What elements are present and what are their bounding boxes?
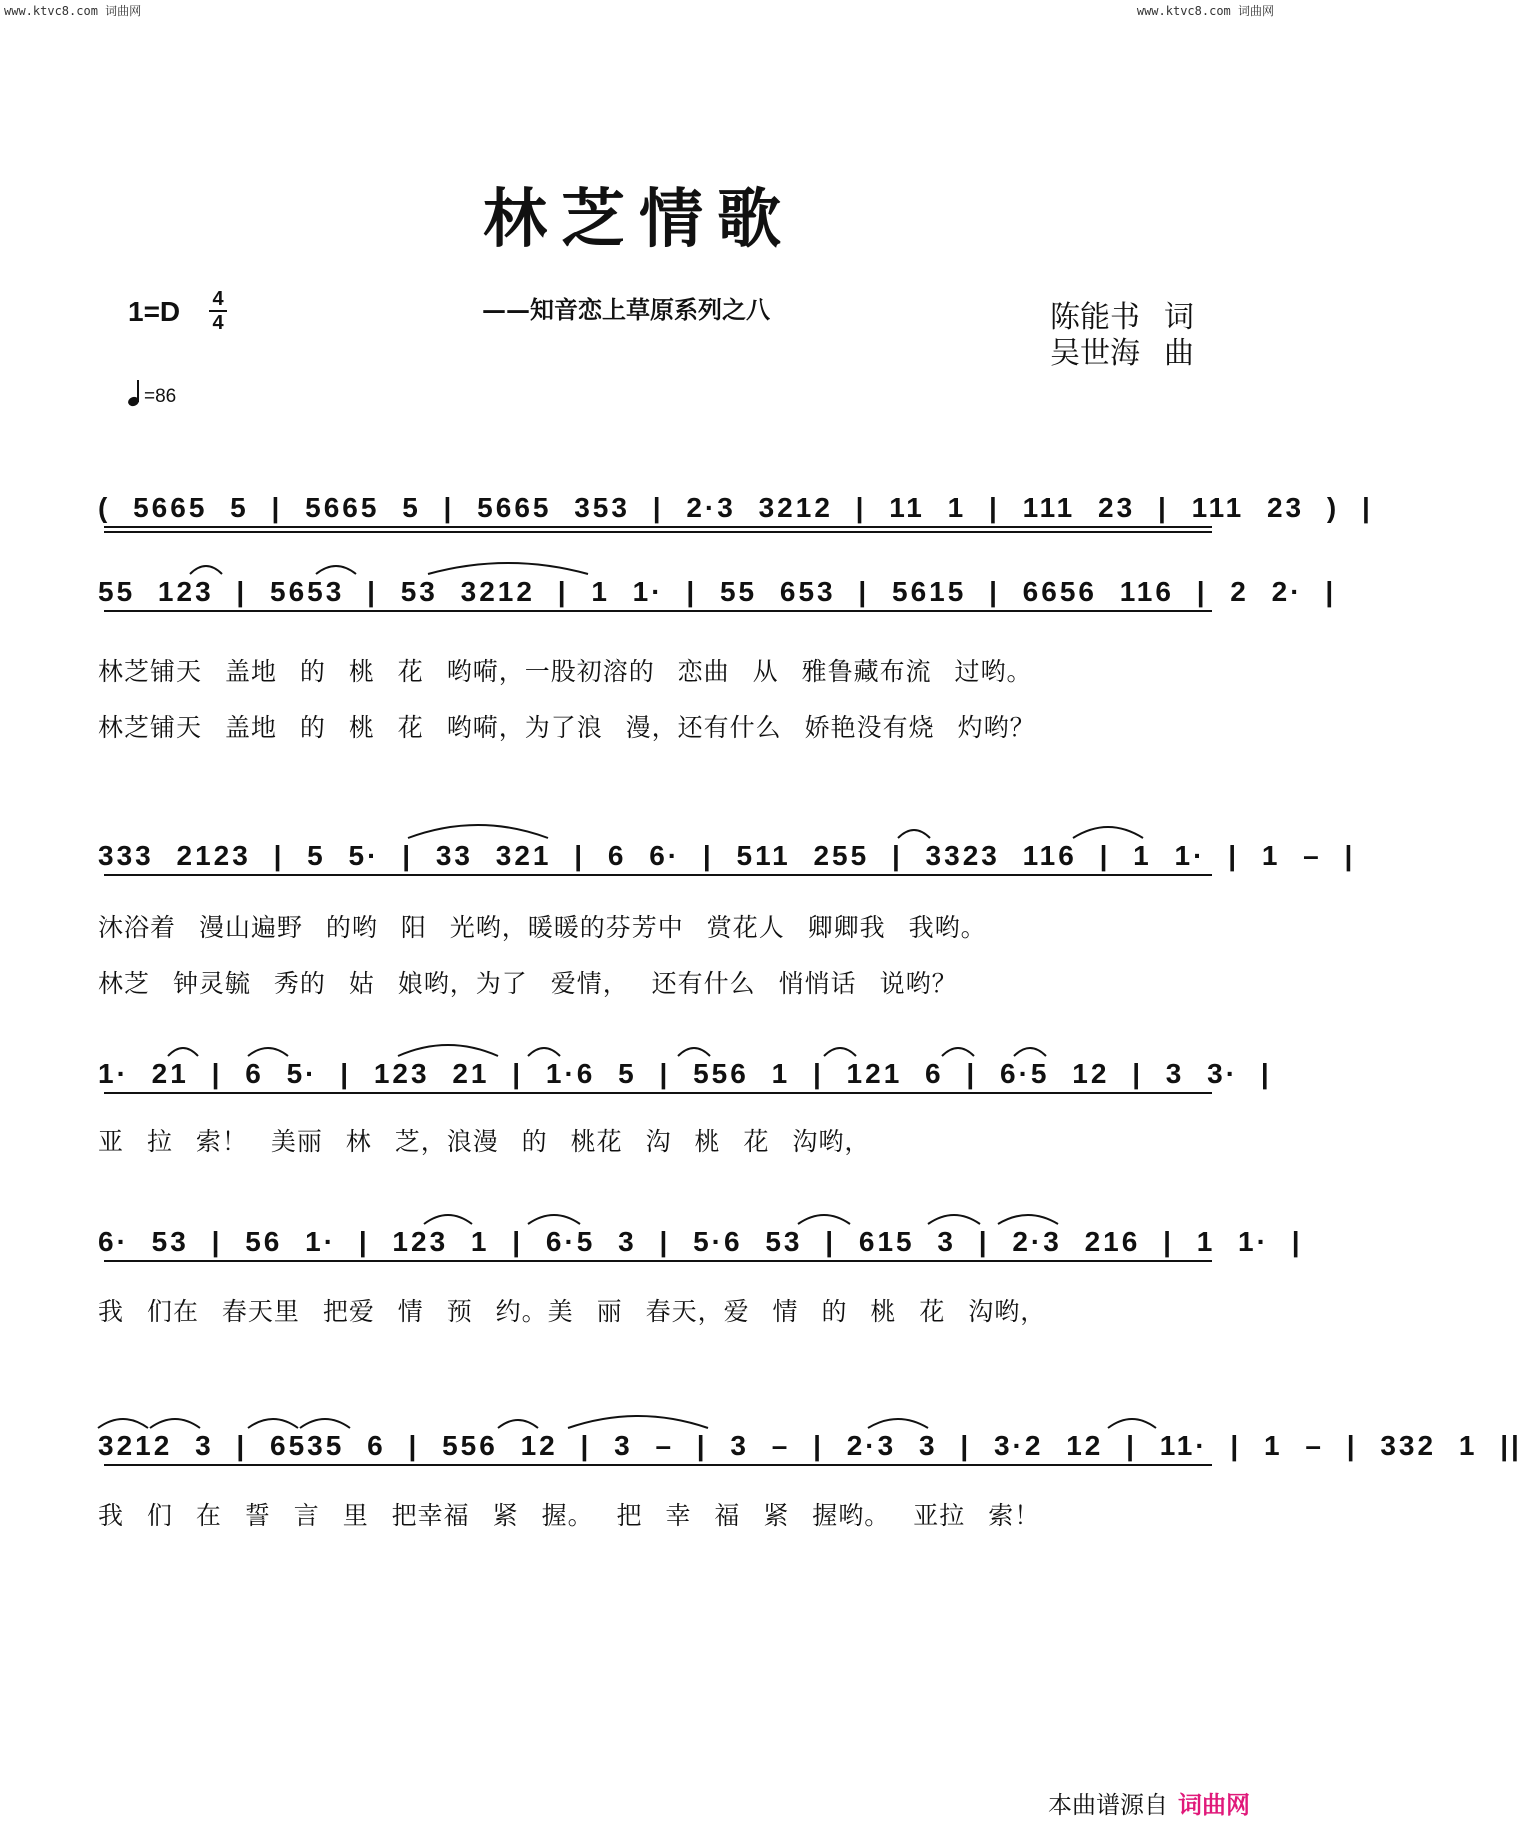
composer-credit xyxy=(1050,336,1194,372)
time-signature-bottom: 4 xyxy=(212,312,224,334)
watermark-right: www.ktvc8.com 词曲网 xyxy=(1136,4,1274,18)
notation-line-4 xyxy=(98,1054,1272,1096)
composer-role: 曲 xyxy=(1164,336,1194,371)
lyric-line-6-verse-1: 我 们 在 誓 言 里 把幸福 紧 握。 把 幸 福 紧 握哟。 亚拉 索！ xyxy=(98,1501,1041,1530)
tempo-value: =86 xyxy=(144,386,177,407)
quarter-note-icon xyxy=(128,380,142,408)
composer-name: 吴世海 xyxy=(1050,336,1140,371)
lyric-line-3-verse-1: 沐浴着 漫山遍野 的哟 阳 光哟，暖暖的芬芳中 赏花人 卿卿我 我哟。 xyxy=(98,913,987,942)
notation-line-3 xyxy=(98,836,1356,878)
lyric-line-4-verse-1: 亚 拉 索！ 美丽 林 芝，浪漫 的 桃花 沟 桃 花 沟哟， xyxy=(98,1127,871,1156)
lyric-line-2-verse-1: 林芝铺天 盖地 的 桃 花 哟嗬，一股初溶的 恋曲 从 雅鲁藏布流 过哟。 xyxy=(98,657,1033,686)
credits xyxy=(1050,300,1194,372)
footer-brand-link[interactable]: 词曲网 xyxy=(1178,1791,1250,1819)
notation-text: 1· 21 | 6 5· | 123 21 | 1·6 5 | 556 1 | 121 6 | 6·5 12 | 3 3· | xyxy=(98,1058,1272,1089)
song-title: 林芝情歌 xyxy=(483,182,795,257)
lyric-line-3-verse-2: 林芝 钟灵毓 秀的 姑 娘哟，为了 爱情， 还有什么 悄悄话 说哟？ xyxy=(98,969,958,998)
notation-text: ( 5665 5 | 5665 5 | 5665 353 | 2·3 3212 | 11 1 | 111 23 | 111 23 ) | xyxy=(98,492,1373,523)
key-signature: 1=D xyxy=(128,296,181,327)
time-signature-top: 4 xyxy=(212,288,224,310)
time-signature xyxy=(206,288,230,334)
notation-text: 55 123 | 5653 | 53 3212 | 1 1· | 55 653 | 5615 | 6656 116 | 2 2· | xyxy=(98,576,1337,607)
notation-line-2 xyxy=(98,572,1337,614)
lyric-line-5-verse-1: 我 们在 春天里 把爱 情 预 约。美 丽 春天，爱 情 的 桃 花 沟哟， xyxy=(98,1297,1047,1326)
footer-source xyxy=(1048,1785,1250,1820)
notation-line-6 xyxy=(98,1426,1522,1468)
lyricist-name: 陈能书 xyxy=(1050,300,1140,335)
notation-line-1 xyxy=(98,488,1373,530)
watermark-left: www.ktvc8.com 词曲网 xyxy=(4,4,142,18)
lyricist-role: 词 xyxy=(1164,300,1194,335)
lyricist-credit xyxy=(1050,300,1194,336)
lyric-line-2-verse-2: 林芝铺天 盖地 的 桃 花 哟嗬，为了浪 漫，还有什么 娇艳没有烧 灼哟？ xyxy=(98,713,1036,742)
subtitle: ——知音恋上草原系列之八 xyxy=(482,295,770,324)
notation-text: 333 2123 | 5 5· | 33 321 | 6 6· | 511 255 | 3323 116 | 1 1· | 1 – | xyxy=(98,840,1356,871)
footer-source-text: 本曲谱源自 xyxy=(1048,1791,1168,1819)
tempo-marking xyxy=(128,380,176,408)
notation-text: 6· 53 | 56 1· | 123 1 | 6·5 3 | 5·6 53 | 615 3 | 2·3 216 | 1 1· | xyxy=(98,1226,1303,1257)
notation-line-5 xyxy=(98,1222,1303,1264)
notation-text: 3212 3 | 6535 6 | 556 12 | 3 – | 3 – | 2·3 3 | 3·2 12 | 11· | 1 – | 332 1 || xyxy=(98,1430,1522,1461)
